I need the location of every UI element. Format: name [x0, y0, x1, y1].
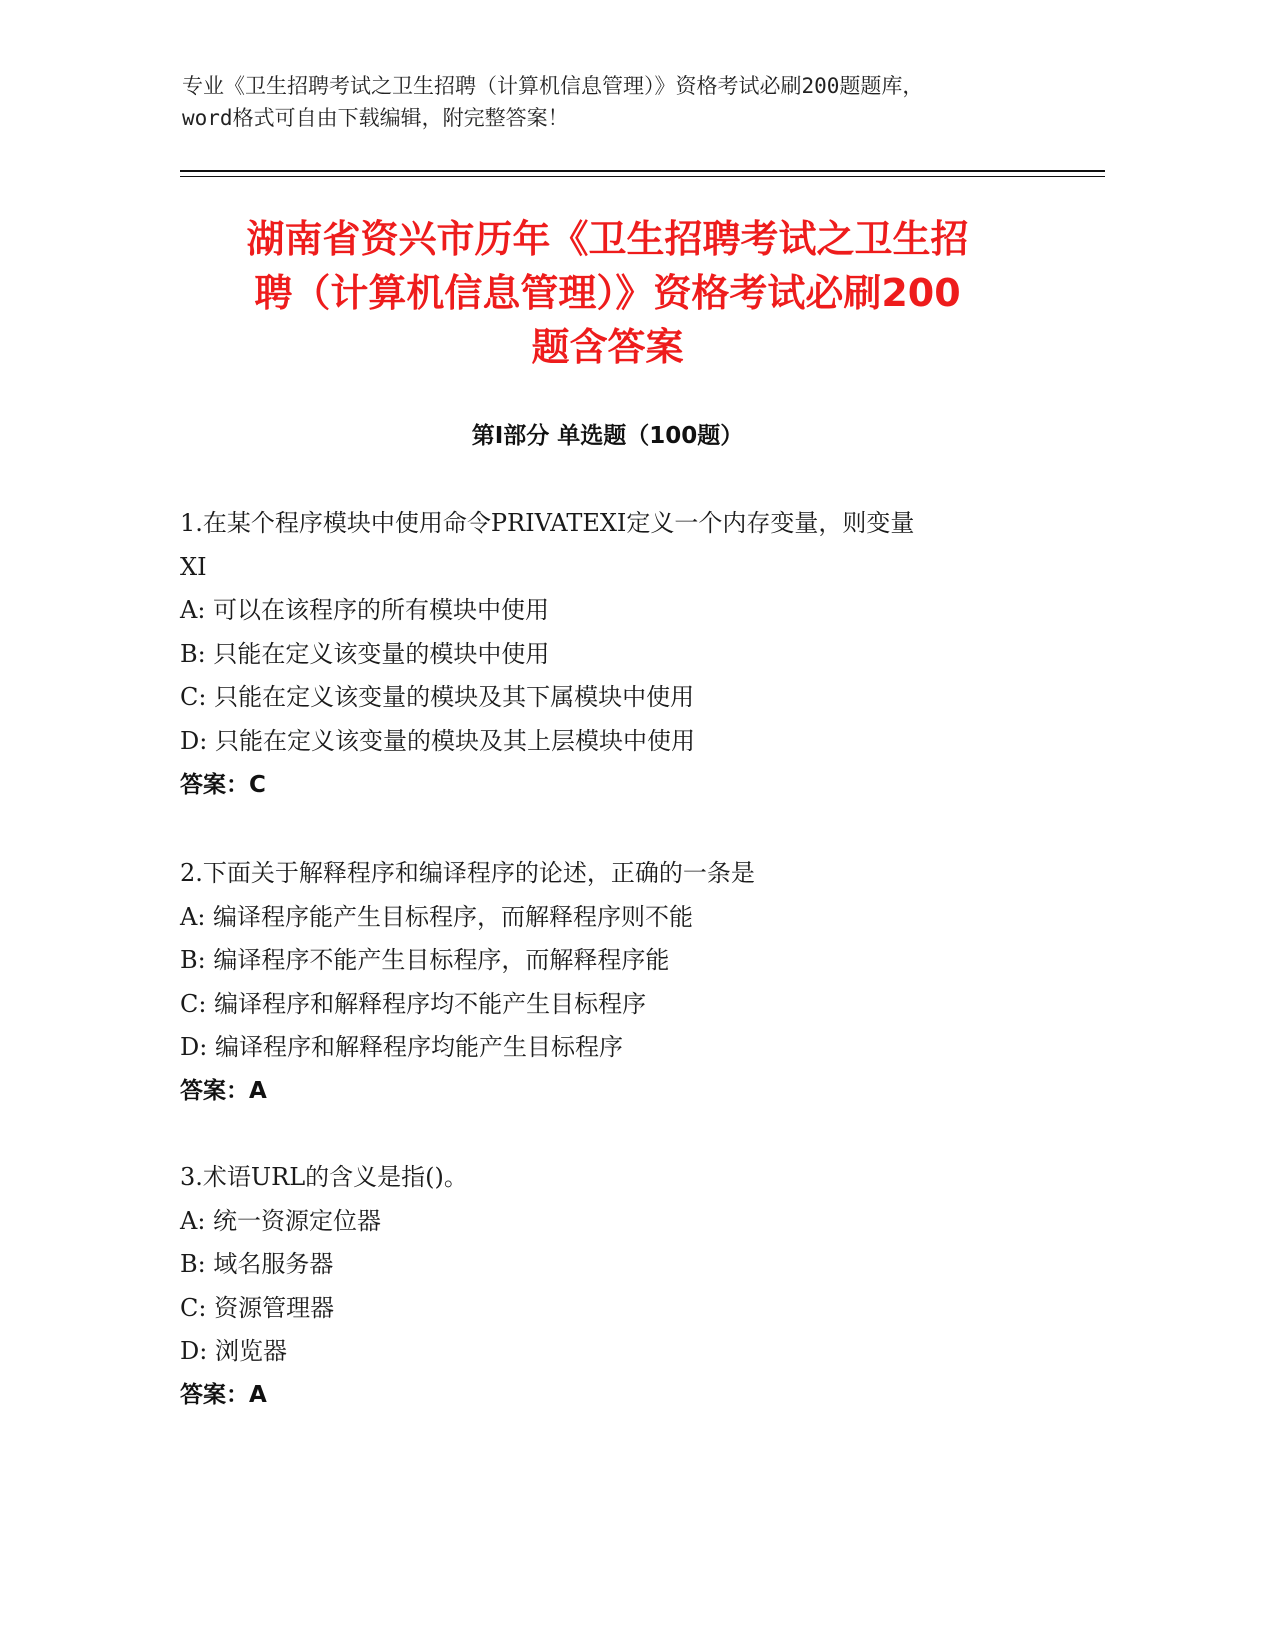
- title-line-2: 聘（计算机信息管理）》资格考试必刷200: [254, 271, 961, 315]
- option-d: D: 编译程序和解释程序均能产生目标程序: [180, 1033, 623, 1062]
- section-heading: 第Ⅰ部分 单选题（100题）: [471, 423, 744, 449]
- question-2: [180, 852, 1080, 1114]
- option-d: D: 浏览器: [180, 1337, 287, 1366]
- question-3: [180, 1156, 1080, 1418]
- option-c: C: 编译程序和解释程序均不能产生目标程序: [180, 989, 647, 1018]
- option-b: B: 域名服务器: [180, 1250, 334, 1279]
- header-rule-thick: [180, 170, 1105, 172]
- question-stem-continued: XI: [180, 552, 207, 581]
- header-note-line-1: 专业《卫生招聘考试之卫生招聘（计算机信息管理）》资格考试必刷200题题库，: [182, 74, 924, 98]
- option-b: B: 只能在定义该变量的模块中使用: [180, 639, 550, 668]
- question-stem: 1.在某个程序模块中使用命令PRIVATEXI定义一个内存变量，则变量: [180, 509, 915, 537]
- document-title: [185, 212, 1030, 374]
- answer-label: 答案：A: [180, 1381, 267, 1408]
- question-stem: 3.术语URL的含义是指()。: [180, 1163, 468, 1191]
- option-c: C: 只能在定义该变量的模块及其下属模块中使用: [180, 683, 695, 712]
- option-a: A: 编译程序能产生目标程序，而解释程序则不能: [180, 902, 694, 931]
- question-stem: 2.下面关于解释程序和编译程序的论述，正确的一条是: [180, 859, 755, 887]
- answer-label: 答案：A: [180, 1077, 267, 1104]
- answer-label: 答案：C: [180, 771, 266, 798]
- header-rule-thin: [180, 176, 1105, 177]
- option-b: B: 编译程序不能产生目标程序，而解释程序能: [180, 946, 670, 975]
- header-note-line-2: word格式可自由下载编辑，附完整答案！: [182, 106, 569, 130]
- title-line-3: 题含答案: [531, 325, 684, 369]
- option-a: A: 可以在该程序的所有模块中使用: [180, 596, 550, 625]
- option-c: C: 资源管理器: [180, 1293, 335, 1322]
- option-a: A: 统一资源定位器: [180, 1206, 382, 1235]
- question-1: [180, 502, 1080, 807]
- option-d: D: 只能在定义该变量的模块及其上层模块中使用: [180, 726, 695, 755]
- header-note: [182, 70, 1092, 134]
- title-line-1: 湖南省资兴市历年《卫生招聘考试之卫生招: [246, 217, 969, 261]
